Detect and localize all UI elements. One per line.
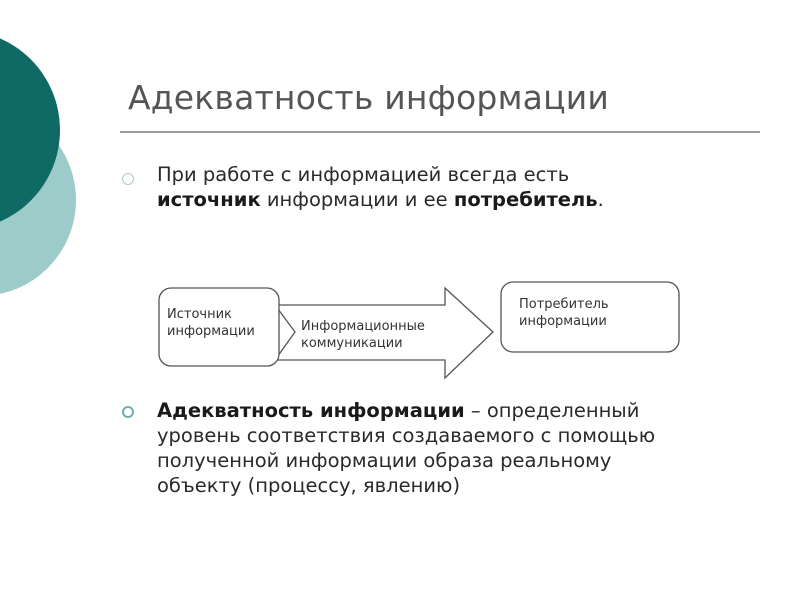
intro-line-2-text: информации и ее <box>260 188 454 211</box>
definition-line-3: полученной информации образа реальному <box>157 449 612 472</box>
intro-paragraph <box>157 162 604 212</box>
term-consumer: потребитель <box>453 188 598 211</box>
channel-label: Информационные коммуникации <box>301 319 425 351</box>
term-source: источник <box>157 188 261 211</box>
title-divider <box>120 131 760 133</box>
bullet-icon <box>122 173 134 185</box>
definition-line-4: объекту (процессу, явлению) <box>157 474 461 497</box>
definition-paragraph <box>157 398 655 498</box>
consumer-label: Потребитель информации <box>519 297 609 329</box>
definition-line-2: уровень соответствия создаваемого с помощью <box>157 424 656 447</box>
definition-line-1 <box>157 398 655 423</box>
intro-line-2-period: . <box>597 188 604 211</box>
source-label: Источник информации <box>167 307 255 339</box>
bullet-icon <box>122 406 134 418</box>
slide-title: Адекватность информации <box>128 78 610 117</box>
definition-line-1-rest: – определенный <box>464 399 640 422</box>
intro-line-2 <box>157 187 604 212</box>
definition-term: Адекватность информации <box>157 399 465 422</box>
decorative-circles <box>0 0 90 320</box>
intro-line-1: При работе с информацией всегда есть <box>157 163 570 186</box>
